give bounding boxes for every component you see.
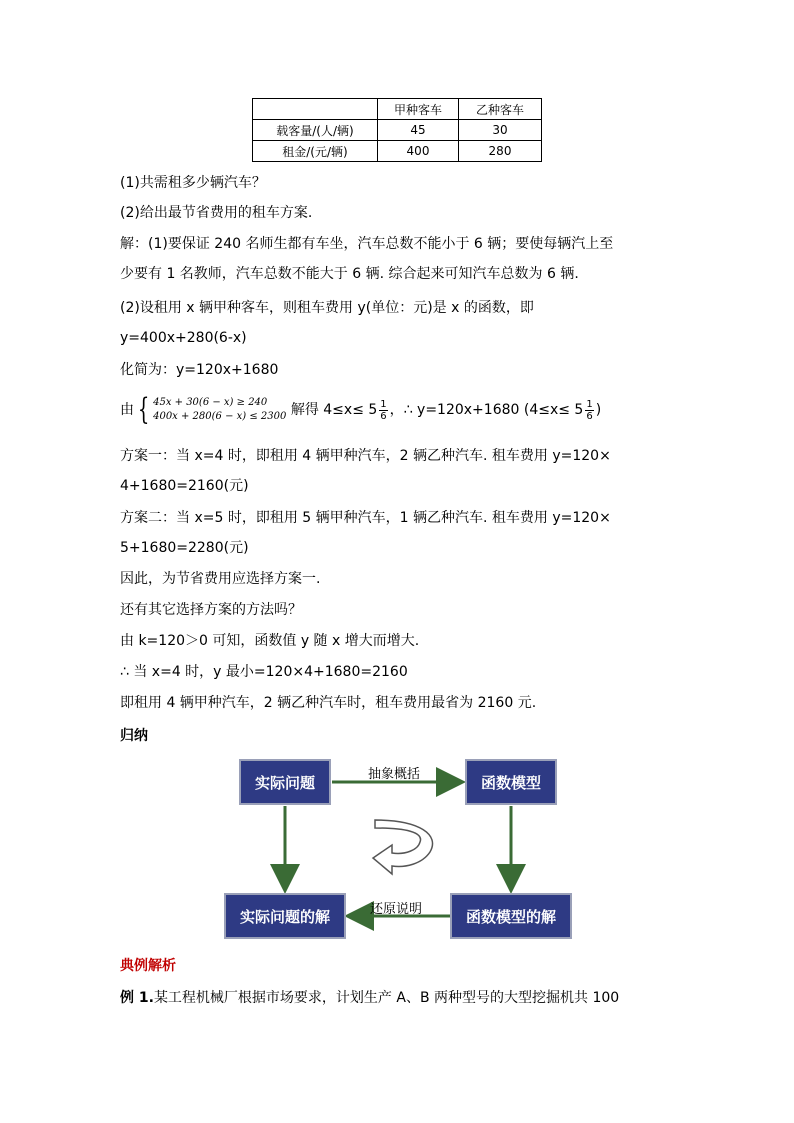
by-text: 由 [120, 402, 134, 418]
question-2: (2)给出最节省费用的租车方案. [120, 205, 313, 221]
solve-text: 解得 4≤x≤ 5 [290, 402, 378, 418]
examples-heading: 典例解析 [120, 958, 176, 974]
close-paren: ) [595, 402, 602, 418]
label-restore: 还原说明 [370, 902, 423, 917]
fraction-numerator: 1 [380, 398, 387, 410]
box-real-solution: 实际问题的解 [224, 893, 346, 939]
box-model-solution: 函数模型的解 [450, 893, 572, 939]
fraction-numerator: 1 [586, 398, 593, 410]
table-cell: 280 [459, 141, 542, 162]
therefore-text: ，∴ y=120x+1680 (4≤x≤ 5 [389, 402, 584, 418]
solution-2-line-a: (2)设租用 x 辆甲种客车，则租车费用 y(单位：元)是 x 的函数，即 [120, 300, 534, 316]
example-1-label: 例 1. [120, 990, 154, 1006]
cycle-arrow-icon [373, 820, 433, 874]
min-line: ∴ 当 x=4 时，y 最小=120×4+1680=2160 [120, 664, 408, 680]
conclusion-line: 因此，为节省费用应选择方案一. [120, 571, 321, 587]
k-line: 由 k=120＞0 可知，函数值 y 随 x 增大而增大. [120, 633, 420, 649]
other-method-line: 还有其它选择方案的方法吗？ [120, 602, 302, 618]
question-1: (1)共需租多少辆汽车？ [120, 175, 266, 191]
inequality-1: 45x + 30(6 − x) ≥ 240 [153, 397, 268, 408]
fraction-denominator: 6 [380, 410, 387, 422]
table-cell: 载客量/(人/辆) [253, 120, 378, 141]
label-abstract: 抽象概括 [368, 767, 421, 782]
table-cell: 30 [459, 120, 542, 141]
table-header-cell: 乙种客车 [459, 99, 542, 120]
solution-1-line-b: 少要有 1 名教师，汽车总数不能大于 6 辆. 综合起来可知汽车总数为 6 辆. [120, 266, 579, 282]
summary-heading: 归纳 [120, 728, 148, 744]
example-1-line [120, 988, 619, 1008]
brace-icon: { [137, 392, 150, 427]
example-1-text: 某工程机械厂根据市场要求，计划生产 A、B 两种型号的大型挖掘机共 100 [153, 990, 620, 1006]
solution-1-line-a: 解：(1)要保证 240 名师生都有车坐，汽车总数不能小于 6 辆；要使每辆汽上至 [120, 236, 614, 252]
table-header-cell: 甲种客车 [378, 99, 459, 120]
box-function-model: 函数模型 [465, 759, 557, 805]
final-line: 即租用 4 辆甲种汽车，2 辆乙种汽车时，租车费用最省为 2160 元. [120, 695, 537, 711]
solution-2-line-b: y=400x+280(6-x) [120, 330, 247, 346]
box-real-problem: 实际问题 [239, 759, 331, 805]
table-cell: 45 [378, 120, 459, 141]
fraction-denominator: 6 [586, 410, 593, 422]
simplify-line: 化简为：y=120x+1680 [120, 362, 279, 378]
plan-2-line-b: 5+1680=2280(元) [120, 540, 249, 556]
plan-1-line-b: 4+1680=2160(元) [120, 478, 249, 494]
plan-1-line-a: 方案一：当 x=4 时，即租用 4 辆甲种汽车，2 辆乙种汽车. 租车费用 y=120× [120, 448, 611, 464]
plan-2-line-a: 方案二：当 x=5 时，即租用 5 辆甲种汽车，1 辆乙种汽车. 租车费用 y=120× [120, 510, 611, 526]
inequality-2: 400x + 280(6 − x) ≤ 2300 [153, 411, 287, 422]
table-cell: 租金/(元/辆) [253, 141, 378, 162]
table-cell: 400 [378, 141, 459, 162]
